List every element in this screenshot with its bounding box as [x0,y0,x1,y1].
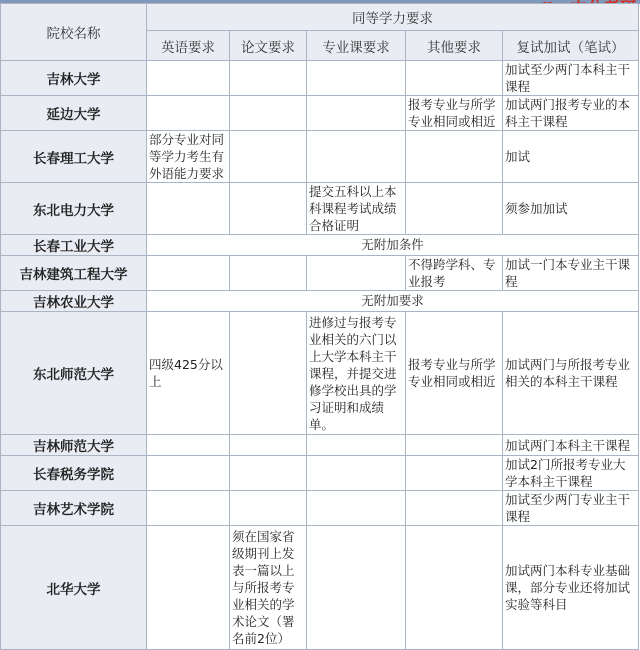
other-requirement [406,183,503,235]
retest-requirement: 加试至少两门专业主干课程 [503,491,639,526]
paper-requirement: 须在国家省级期刊上发表一篇以上与所报考专业相关的学术论文（署名前2位） [230,526,307,650]
english-requirement [147,456,230,491]
retest-requirement: 加试两门与所报考专业相关的本科主干课程 [503,312,639,435]
school-name: 北华大学 [1,526,147,650]
english-requirement [147,256,230,291]
retest-requirement: 加试2门所报考专业大学本科主干课程 [503,456,639,491]
header-english: 英语要求 [147,31,230,61]
table-row [1,291,639,312]
major-requirement [307,456,406,491]
retest-requirement: 加试一门本专业主干课程 [503,256,639,291]
major-requirement [307,526,406,650]
english-requirement [147,491,230,526]
table-row [1,61,639,96]
school-name: 长春税务学院 [1,456,147,491]
major-requirement [307,491,406,526]
paper-requirement [230,491,307,526]
requirements-table [0,3,639,650]
other-requirement: 报考专业与所学专业相同或相近 [406,96,503,131]
paper-requirement [230,61,307,96]
other-requirement [406,456,503,491]
major-requirement [307,256,406,291]
retest-requirement: 加试至少两门本科主干课程 [503,61,639,96]
header-group: 同等学力要求 [147,4,639,31]
table-row [1,435,639,456]
retest-requirement: 加试两门报考专业的本科主干课程 [503,96,639,131]
major-requirement [307,131,406,183]
paper-requirement [230,256,307,291]
major-requirement: 提交五科以上本科课程考试成绩合格证明 [307,183,406,235]
school-name: 长春工业大学 [1,235,147,256]
header-school: 院校名称 [1,4,147,61]
english-requirement: 四级425分以上 [147,312,230,435]
major-requirement: 进修过与报考专业相关的六门以上大学本科主干课程，并提交进修学校出具的学习证明和成绩单。 [307,312,406,435]
retest-requirement: 加试 [503,131,639,183]
other-requirement: 不得跨学科、专业报考 [406,256,503,291]
table-row [1,456,639,491]
paper-requirement [230,312,307,435]
school-name: 吉林大学 [1,61,147,96]
school-name: 吉林农业大学 [1,291,147,312]
header-major: 专业课要求 [307,31,406,61]
paper-requirement [230,96,307,131]
english-requirement [147,526,230,650]
table-row [1,312,639,435]
school-name: 吉林艺术学院 [1,491,147,526]
table-row [1,131,639,183]
other-requirement [406,131,503,183]
school-name: 延边大学 [1,96,147,131]
english-requirement: 部分专业对同等学力考生有外语能力要求 [147,131,230,183]
english-requirement [147,435,230,456]
table-row [1,183,639,235]
other-requirement [406,491,503,526]
merged-requirement: 无附加条件 [147,235,639,256]
major-requirement [307,435,406,456]
header-other: 其他要求 [406,31,503,61]
header-paper: 论文要求 [230,31,307,61]
school-name: 东北电力大学 [1,183,147,235]
retest-requirement: 加试两门本科主干课程 [503,435,639,456]
english-requirement [147,61,230,96]
retest-requirement: 须参加加试 [503,183,639,235]
table-row [1,256,639,291]
major-requirement [307,96,406,131]
school-name: 吉林建筑工程大学 [1,256,147,291]
paper-requirement [230,456,307,491]
english-requirement [147,183,230,235]
school-name: 东北师范大学 [1,312,147,435]
other-requirement [406,435,503,456]
header-retest: 复试加试（笔试） [503,31,639,61]
other-requirement [406,526,503,650]
english-requirement [147,96,230,131]
other-requirement [406,61,503,96]
paper-requirement [230,183,307,235]
school-name: 吉林师范大学 [1,435,147,456]
table-row [1,526,639,650]
table-row [1,491,639,526]
major-requirement [307,61,406,96]
paper-requirement [230,131,307,183]
school-name: 长春理工大学 [1,131,147,183]
paper-requirement [230,435,307,456]
retest-requirement: 加试两门本科专业基础课，部分专业还将加试实验等科目 [503,526,639,650]
table-row [1,235,639,256]
table-row [1,96,639,131]
merged-requirement: 无附加要求 [147,291,639,312]
other-requirement: 报考专业与所学专业相同或相近 [406,312,503,435]
